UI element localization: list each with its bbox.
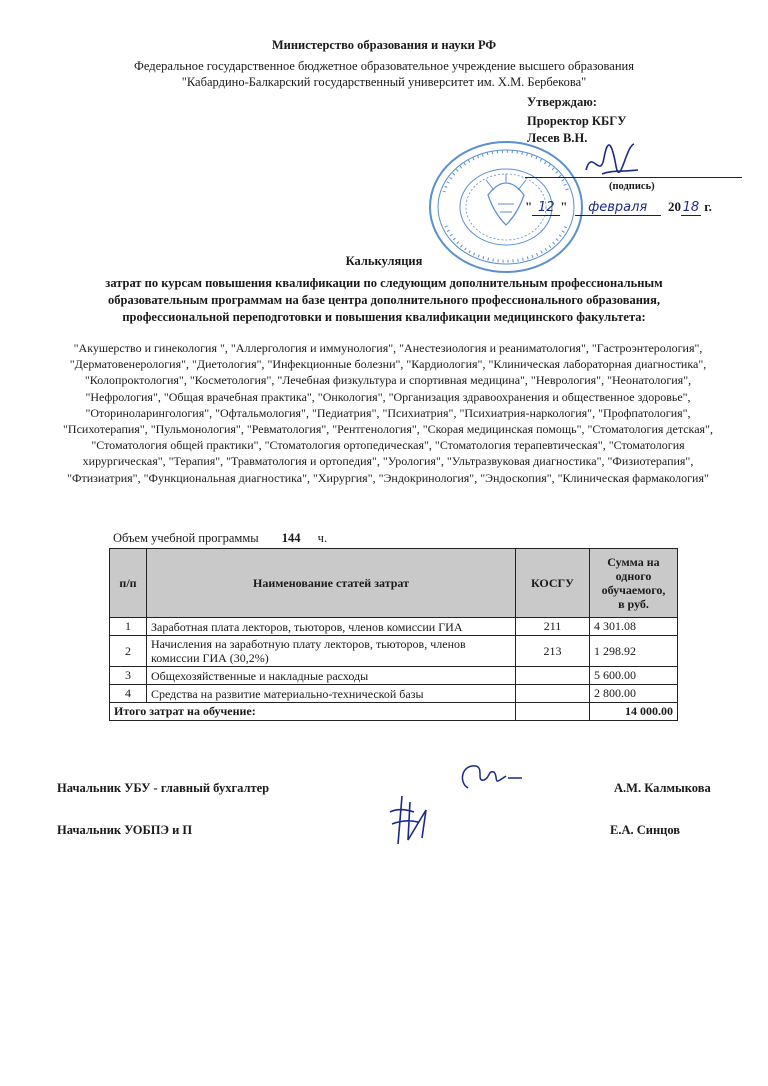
row-num: 1 [110,618,147,636]
row-num: 4 [110,685,147,703]
row-kosgu: 211 [516,618,590,636]
total-kosgu-empty [516,703,590,721]
approve-label: Утверждаю: [527,95,597,109]
header-num: п/п [110,549,147,618]
header-sum-line2: одного [615,569,652,583]
row-sum: 2 800.00 [590,685,678,703]
table-row [110,667,678,685]
row-name: Начисления на заработную плату лекторов, тьюторов, членов комиссии ГИА (30,2%) [147,636,516,667]
date-year-label: г. [704,199,712,214]
volume-unit: ч. [317,531,328,545]
total-label: Итого затрат на обучение: [110,703,516,721]
row-sum: 4 301.08 [590,618,678,636]
date-close-quote: " [560,199,568,214]
table-header-row [110,549,678,618]
row-kosgu: 213 [516,636,590,667]
header-name: Наименование статей затрат [147,549,516,618]
header-kosgu: КОСГУ [516,549,590,618]
signature-line [525,177,742,178]
date-month: февраля [575,200,661,216]
header-sum-line3: обучаемого, [601,583,666,597]
date-year-prefix: 20 [667,199,681,214]
row-kosgu [516,667,590,685]
date-day: 12 [532,200,560,216]
chief-accountant-position: Начальник УБУ - главный бухгалтер [57,781,270,795]
approver-signature-icon [582,140,642,186]
row-name: Заработная плата лекторов, тьюторов, членов комиссии ГИА [147,618,516,636]
row-num: 3 [110,667,147,685]
program-volume [113,531,327,546]
header-sum-line4: в руб. [618,597,649,611]
institution-name: "Кабардино-Балкарский государственный университет им. Х.М. Бербекова" [181,75,587,89]
row-name: Общехозяйственные и накладные расходы [147,667,516,685]
head-name: Е.А. Синцов [610,823,681,837]
total-value: 14 000.00 [590,703,678,721]
institution-type: Федеральное государственное бюджетное образовательное учреждение высшего образования [134,59,634,73]
approver-position: Проректор КБГУ [527,114,627,128]
row-sum: 5 600.00 [590,667,678,685]
approver-name: Лесев В.Н. [527,131,588,145]
table-row [110,618,678,636]
volume-label: Объем учебной программы [113,531,259,545]
approval-date [525,199,712,216]
table-row [110,685,678,703]
row-sum: 1 298.92 [590,636,678,667]
chief-accountant-signature-icon [454,758,526,798]
header-sum-line1: Сумма на [607,555,660,569]
row-kosgu [516,685,590,703]
date-year-suffix: 18 [682,200,700,215]
head-position: Начальник УОБПЭ и П [57,823,193,837]
row-num: 2 [110,636,147,667]
document-title: Калькуляция [345,254,423,268]
row-name: Средства на развитие материально-технической базы [147,685,516,703]
head-signature-icon [384,790,434,850]
program-list: "Акушерство и гинекология ", "Аллергология и иммунология", "Анестезиология и реаниматология", "Гастроэнтерология", "Дерматовенерология", "Диетология", "Инфекционные болезни", "Кардиология", "Клиническая лабораторная диагностика", "Колопроктология", "Косметология", "Лечебная физкультура и спортивная медицина", "Неврология", "Неонатология", "Нефрология", "Общая врачебная практика", "Онкология", "Организация здравоохранения и общественное здоровье", "Оториноларингология", "Офтальмология", "Педиатрия", "Психиатрия", "Психиатрия-наркология", "Профпатология", "Психотерапия", "Пульмонология", "Ревматология", "Рентгенология", "Скорая медицинская помощь", "Стоматология детская", "Стоматология общей практики", "Стоматология ортопедическая", "Стоматология терапевтическая", "Стоматология хирургическая", "Терапия", "Травматология и ортопедия", "Урология", "Ультразвуковая диагностика", "Физиотерапия", "Фтизиатрия", "Функциональная диагностика", "Хирургия", "Эндокринология", "Эндоскопия", "Клиническая фармакология" [63,341,713,485]
ministry-name: Министерство образования и науки РФ [271,38,497,52]
header-sum [590,549,678,618]
cost-table [109,548,678,721]
date-open-quote: " [525,199,533,214]
table-row [110,636,678,667]
chief-accountant-name: А.М. Калмыкова [614,781,711,795]
table-total-row [110,703,678,721]
volume-value: 144 [281,531,301,545]
document-subtitle: затрат по курсам повышения квалификации по следующим дополнительным профессиональным образовательным программам на базе центра дополнительного профессионального образования, профессиональной переподготовки и повышения квалификации медицинского факультета: [105,276,663,324]
signature-caption: (подпись) [609,181,655,192]
